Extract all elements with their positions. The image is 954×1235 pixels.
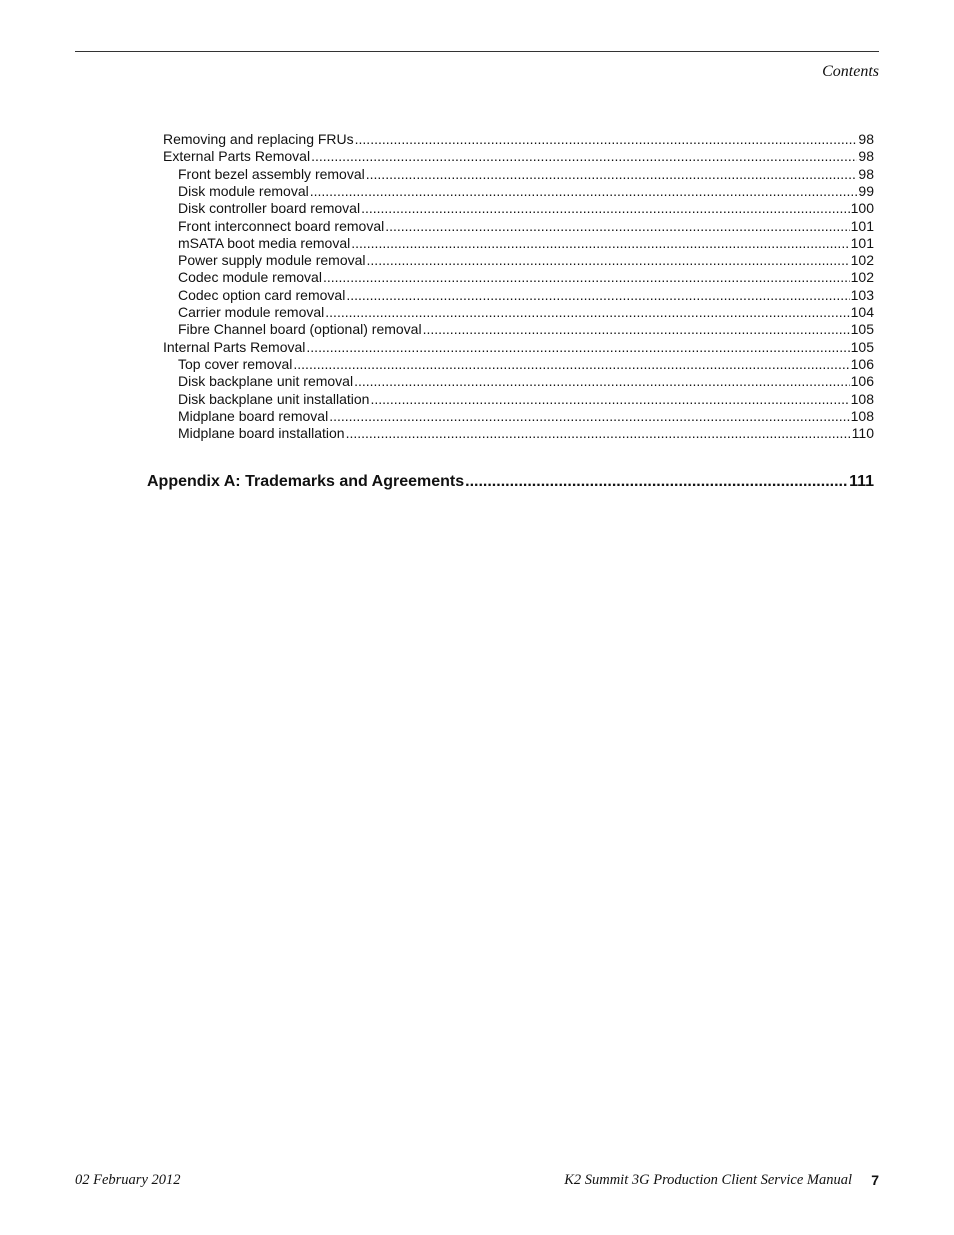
toc-entry-page: 108	[850, 390, 874, 407]
toc-entry-page: 98	[858, 148, 874, 165]
toc-entry-page: 106	[850, 355, 874, 372]
toc-leader-dots	[370, 391, 849, 408]
toc-entry[interactable]	[178, 252, 874, 269]
toc-entry-page: 106	[850, 373, 874, 390]
toc-leader-dots	[329, 408, 849, 425]
toc-entry-page: 105	[850, 338, 874, 355]
toc-entry-label: mSATA boot media removal	[178, 234, 351, 251]
toc-leader-dots	[423, 321, 850, 338]
appendix-page: 111	[849, 473, 874, 490]
toc-entry-page: 101	[850, 234, 874, 251]
header-rule	[75, 51, 879, 52]
toc-entry-label: Midplane board installation	[178, 425, 345, 442]
toc-leader-dots	[346, 287, 849, 304]
toc-entry-page: 110	[851, 425, 874, 442]
toc-leader-dots	[323, 269, 850, 286]
toc-leader-dots	[306, 339, 849, 356]
toc-entry-label: Codec option card removal	[178, 286, 346, 303]
toc-leader-dots	[311, 148, 857, 165]
toc-entry-page: 108	[850, 407, 874, 424]
toc-entry[interactable]	[163, 339, 874, 356]
toc-entry[interactable]	[178, 304, 874, 321]
toc-entry-label: Power supply module removal	[178, 252, 366, 269]
toc-entry-label: Disk module removal	[178, 182, 309, 199]
toc-entry-label: Disk backplane unit removal	[178, 373, 354, 390]
toc-entry-page: 99	[858, 182, 874, 199]
toc-entry[interactable]	[178, 373, 874, 390]
footer-date: 02 February 2012	[75, 1172, 181, 1188]
toc-entry-page: 98	[858, 165, 874, 182]
toc-leader-dots	[385, 218, 849, 235]
toc-entry-label: Midplane board removal	[178, 407, 329, 424]
toc-entry-label: Top cover removal	[178, 355, 293, 372]
toc-entry-label: Internal Parts Removal	[163, 338, 306, 355]
toc-entry-page: 105	[850, 321, 874, 338]
toc-entry[interactable]	[178, 391, 874, 408]
toc-entry-page: 98	[858, 131, 874, 147]
toc-leader-dots	[351, 235, 849, 252]
toc-leader-dots	[325, 304, 849, 321]
toc-leader-dots	[310, 183, 858, 200]
toc-leader-dots	[355, 131, 858, 148]
toc-entry-label: Fibre Channel board (optional) removal	[178, 321, 422, 338]
toc-leader-dots	[465, 472, 848, 492]
toc-entry[interactable]	[178, 200, 874, 217]
toc-entry-label: Front interconnect board removal	[178, 217, 385, 234]
toc-entry-page: 100	[850, 200, 874, 217]
footer-page-number: 7	[871, 1172, 879, 1188]
toc-leader-dots	[293, 356, 849, 373]
footer-manual-title: K2 Summit 3G Production Client Service Manual	[564, 1172, 852, 1188]
toc-entry[interactable]	[178, 166, 874, 183]
toc-entry[interactable]	[178, 425, 874, 442]
toc-entry-page: 103	[850, 286, 874, 303]
toc-appendix-entry[interactable]	[147, 472, 874, 492]
toc-entry-page: 104	[850, 304, 874, 320]
toc-entry-label: Front bezel assembly removal	[178, 165, 365, 182]
toc-entry-label: Removing and replacing FRUs	[163, 131, 354, 147]
toc-entry-label: Disk backplane unit installation	[178, 390, 370, 407]
toc-leader-dots	[354, 373, 850, 390]
toc-entry[interactable]	[178, 269, 874, 286]
toc-leader-dots	[346, 425, 851, 442]
toc-entry[interactable]	[163, 131, 874, 148]
running-head: Contents	[822, 63, 879, 80]
toc-leader-dots	[367, 252, 850, 269]
toc-entry[interactable]	[178, 218, 874, 235]
toc-entry[interactable]	[178, 321, 874, 338]
toc-entry[interactable]	[178, 408, 874, 425]
toc-entry-label: External Parts Removal	[163, 148, 311, 165]
toc-entry[interactable]	[178, 235, 874, 252]
toc-entry-page: 101	[850, 217, 874, 234]
toc-entry-label: Disk controller board removal	[178, 200, 361, 217]
toc-entry[interactable]	[178, 356, 874, 373]
toc-entry-label: Codec module removal	[178, 269, 322, 286]
appendix-label: Appendix A: Trademarks and Agreements	[147, 473, 465, 490]
toc-entry[interactable]	[163, 148, 874, 165]
toc-entry[interactable]	[178, 183, 874, 200]
toc-leader-dots	[366, 166, 858, 183]
toc-entry[interactable]	[178, 287, 874, 304]
toc-entry-page: 102	[850, 252, 874, 269]
toc-entry-label: Carrier module removal	[178, 304, 325, 320]
toc-entry-page: 102	[850, 269, 874, 286]
toc-leader-dots	[361, 200, 850, 217]
